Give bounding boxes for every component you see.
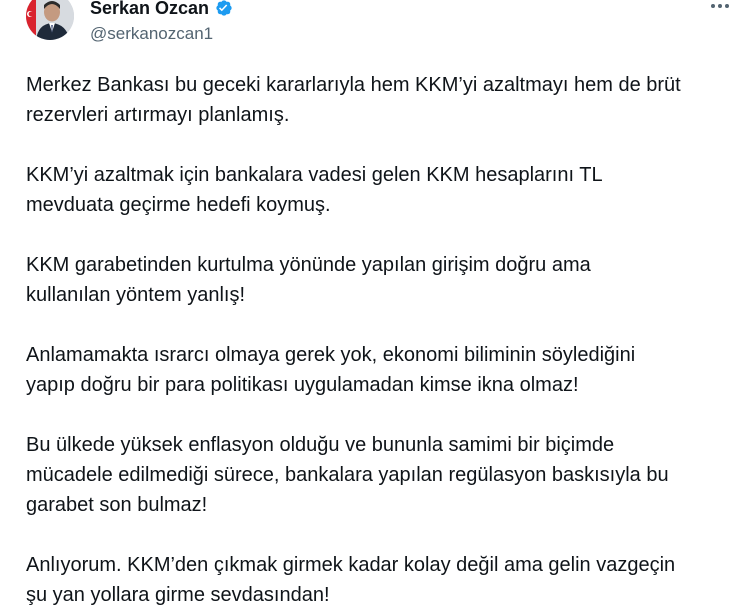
tweet-text (26, 70, 726, 610)
tweet-paragraph: KKM’yi azaltmak için bankalara vadesi gelen KKM hesaplarını TL mevduata geçirme hedefi koymuş. (26, 164, 603, 216)
tweet-paragraph: KKM garabetinden kurtulma yönünde yapılan girişim doğru ama kullanılan yöntem yanlış! (26, 254, 591, 306)
author-name-row (90, 0, 234, 19)
tweet-paragraph: Anlamamakta ısrarcı olmaya gerek yok, ekonomi biliminin söylediğini yapıp doğru bir para politikası uygulamadan kimse ikna olmaz! (26, 344, 636, 396)
verified-badge-icon (214, 0, 234, 18)
author-handle[interactable]: @serkanozcan1 (90, 24, 214, 43)
tweet-paragraph: Merkez Bankası bu geceki kararlarıyla hem KKM’yi azaltmayı hem de brüt rezervleri artırmayı planlamış. (26, 74, 681, 126)
tweet-paragraph: Bu ülkede yüksek enflasyon olduğu ve bununla samimi bir biçimde mücadele edilmediği sürece, bankalara yapılan regülasyon baskısıyla bu garabet son bulmaz! (26, 434, 669, 516)
tweet-paragraph: Anlıyorum. KKM’den çıkmak girmek kadar kolay değil ama gelin vazgeçin şu yan yollara girme sevdasından! (26, 554, 676, 606)
author-display-name[interactable]: Serkan Ozcan (90, 0, 210, 18)
more-horizontal-icon[interactable] (708, 0, 732, 16)
avatar[interactable] (26, 0, 74, 40)
